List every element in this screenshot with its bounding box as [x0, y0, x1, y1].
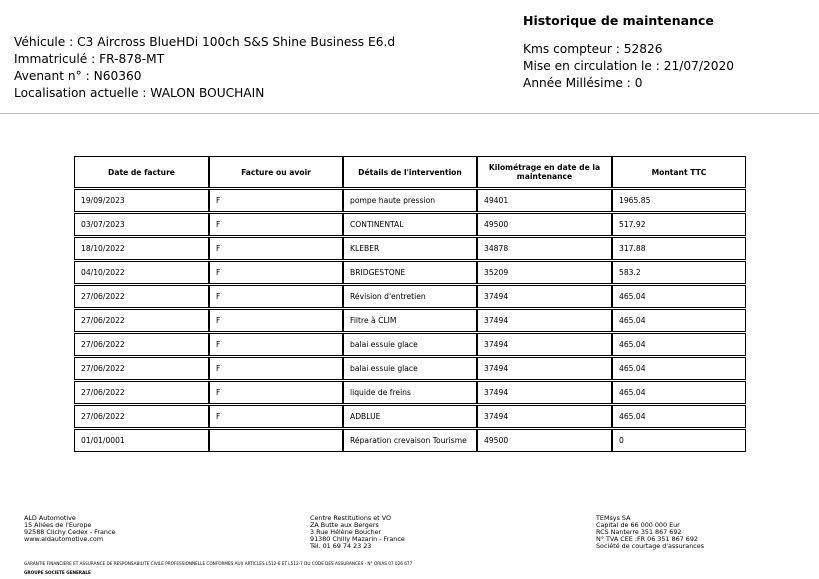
- cell-amount: 1965.85: [612, 189, 746, 212]
- cell-invoice-type: F: [209, 333, 343, 356]
- cell-invoice-date: 03/07/2023: [74, 213, 209, 236]
- cell-amount: 465.04: [612, 381, 746, 404]
- cell-invoice-date: 04/10/2022: [74, 261, 209, 284]
- header-divider: [0, 113, 819, 114]
- footer-restitution-center: [310, 515, 405, 550]
- footer-line: 91380 Chilly Mazarin - France: [310, 535, 405, 543]
- table-row: [74, 189, 746, 212]
- cell-mileage: 35209: [477, 261, 612, 284]
- table-row: [74, 213, 746, 236]
- footer-line: N° TVA CEE :FR 06 351 867 692: [596, 535, 698, 543]
- footer-line: Société de courtage d'assurances: [596, 542, 705, 550]
- cell-invoice-type: [209, 429, 343, 452]
- footer-group: GROUPE SOCIETE GENERALE: [24, 570, 91, 575]
- footer-line: TEMsys SA: [596, 514, 631, 522]
- cell-invoice-type: F: [209, 381, 343, 404]
- vehicle-location: Localisation actuelle : WALON BOUCHAIN: [14, 86, 265, 100]
- cell-amount: 517.92: [612, 213, 746, 236]
- maintenance-summary: [523, 12, 734, 92]
- cell-invoice-type: F: [209, 189, 343, 212]
- header-invoice-type: Facture ou avoir: [209, 156, 343, 188]
- odometer: Kms compteur : 52826: [523, 42, 663, 56]
- cell-invoice-date: 27/06/2022: [74, 333, 209, 356]
- cell-invoice-date: 27/06/2022: [74, 285, 209, 308]
- vehicle-info: [14, 34, 395, 102]
- cell-mileage: 37494: [477, 309, 612, 332]
- cell-amount: 465.04: [612, 309, 746, 332]
- cell-mileage: 37494: [477, 333, 612, 356]
- cell-mileage: 49500: [477, 429, 612, 452]
- cell-invoice-type: F: [209, 213, 343, 236]
- table-row: [74, 309, 746, 332]
- header-mileage: Kilométrage en date de la maintenance: [477, 156, 612, 188]
- cell-invoice-type: F: [209, 357, 343, 380]
- table-row: [74, 429, 746, 452]
- cell-invoice-date: 01/01/0001: [74, 429, 209, 452]
- footer-line: ALD Automotive: [24, 514, 76, 522]
- table-row: [74, 357, 746, 380]
- cell-invoice-type: F: [209, 405, 343, 428]
- footer-line: www.aldautomotive.com: [24, 535, 104, 543]
- cell-invoice-type: F: [209, 285, 343, 308]
- cell-intervention-details: BRIDGESTONE: [343, 261, 477, 284]
- footer-line: Tél. 01 69 74 23 23: [310, 542, 372, 550]
- header-intervention-details: Détails de l'intervention: [343, 156, 477, 188]
- first-registration: Mise en circulation le : 21/07/2020: [523, 59, 735, 73]
- cell-invoice-date: 27/06/2022: [74, 309, 209, 332]
- footer-company: [24, 515, 115, 543]
- cell-amount: 465.04: [612, 357, 746, 380]
- cell-amount: 583.2: [612, 261, 746, 284]
- cell-amount: 317.88: [612, 237, 746, 260]
- cell-intervention-details: KLEBER: [343, 237, 477, 260]
- cell-amount: 465.04: [612, 333, 746, 356]
- page-title: Historique de maintenance: [523, 13, 714, 28]
- header-amount: Montant TTC: [612, 156, 746, 188]
- cell-mileage: 34878: [477, 237, 612, 260]
- cell-mileage: 49401: [477, 189, 612, 212]
- cell-invoice-date: 27/06/2022: [74, 381, 209, 404]
- cell-invoice-type: F: [209, 261, 343, 284]
- footer-line: 15 Allées de l'Europe: [24, 521, 92, 529]
- cell-mileage: 37494: [477, 357, 612, 380]
- table-row: [74, 261, 746, 284]
- footer-line: Capital de 66 000 000 Eur: [596, 521, 680, 529]
- cell-intervention-details: liquide de freins: [343, 381, 477, 404]
- cell-mileage: 37494: [477, 285, 612, 308]
- footer-line: RCS Nanterre 351 867 692: [596, 528, 682, 536]
- vehicle-amendment: Avenant n° : N60360: [14, 69, 142, 83]
- table-body: [74, 188, 746, 452]
- cell-intervention-details: ADBLUE: [343, 405, 477, 428]
- cell-mileage: 37494: [477, 405, 612, 428]
- cell-invoice-type: F: [209, 237, 343, 260]
- vehicle-registration: Immatriculé : FR-878-MT: [14, 52, 165, 66]
- table-row: [74, 381, 746, 404]
- cell-intervention-details: balai essuie glace: [343, 357, 477, 380]
- cell-invoice-date: 19/09/2023: [74, 189, 209, 212]
- cell-amount: 0: [612, 429, 746, 452]
- footer-line: 92588 Clichy Cedex - France: [24, 528, 116, 536]
- cell-invoice-date: 18/10/2022: [74, 237, 209, 260]
- vintage-year: Année Millésime : 0: [523, 76, 643, 90]
- footer-line: Centre Restitutions et VO: [310, 514, 392, 522]
- cell-intervention-details: balai essuie glace: [343, 333, 477, 356]
- table-row: [74, 285, 746, 308]
- table-header-row: [74, 156, 746, 188]
- cell-intervention-details: pompe haute pression: [343, 189, 477, 212]
- cell-amount: 465.04: [612, 285, 746, 308]
- table-row: [74, 237, 746, 260]
- cell-intervention-details: Filtre à CLIM: [343, 309, 477, 332]
- header-invoice-date: Date de facture: [74, 156, 209, 188]
- cell-invoice-type: F: [209, 309, 343, 332]
- footer-line: ZA Butte aux Bergers: [310, 521, 379, 529]
- vehicle-model: Véhicule : C3 Aircross BlueHDi 100ch S&S Shine Business E6.d: [14, 35, 396, 49]
- footer-line: 3 Rue Hélène Boucher: [310, 528, 382, 536]
- maintenance-table: [74, 156, 746, 452]
- footer-fine-print: GARANTIE FINANCIERE ET ASSURANCE DE RESPONSABILITE CIVILE PROFESSIONNELLE CONFORMES AUX ARTICLES L512-6 ET L512-7 DU CODE DES ASSURANCES - N° ORIAS 07 026 677: [24, 561, 413, 566]
- table-row: [74, 333, 746, 356]
- cell-intervention-details: Réparation crevaison Tourisme: [343, 429, 477, 452]
- cell-intervention-details: Révision d'entretien: [343, 285, 477, 308]
- cell-mileage: 37494: [477, 381, 612, 404]
- footer-legal: [596, 515, 704, 550]
- cell-mileage: 49500: [477, 213, 612, 236]
- cell-invoice-date: 27/06/2022: [74, 405, 209, 428]
- cell-invoice-date: 27/06/2022: [74, 357, 209, 380]
- cell-intervention-details: CONTINENTAL: [343, 213, 477, 236]
- cell-amount: 465.04: [612, 405, 746, 428]
- table-row: [74, 405, 746, 428]
